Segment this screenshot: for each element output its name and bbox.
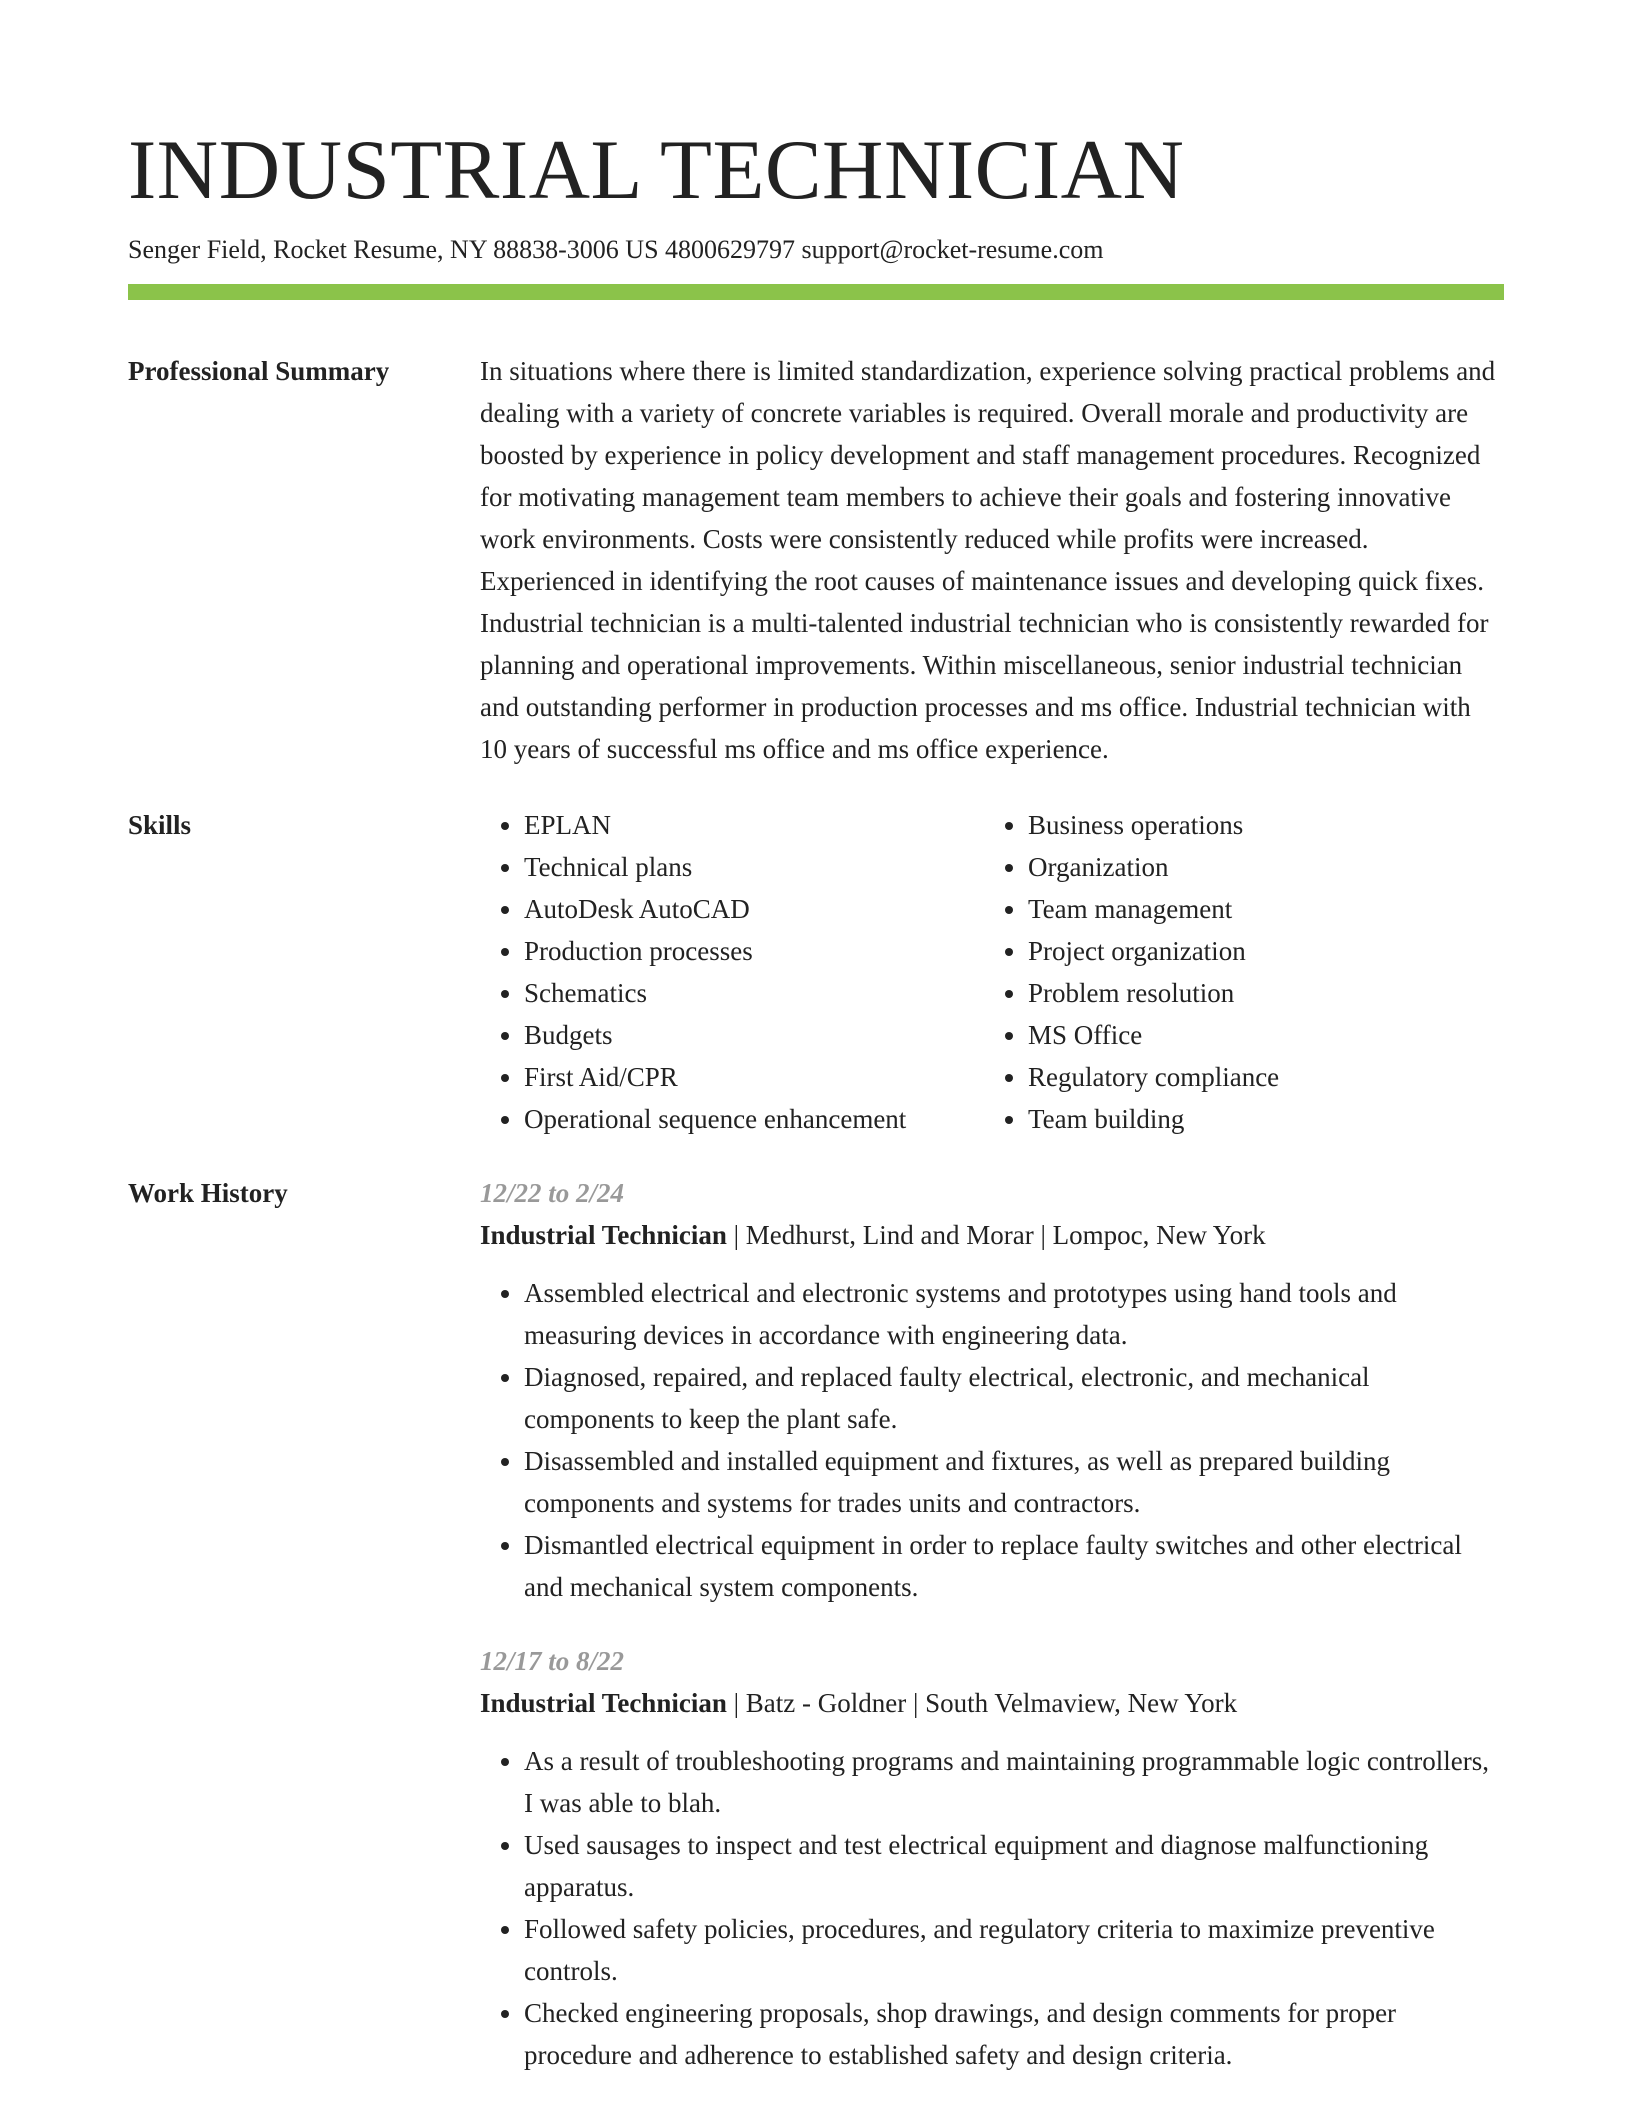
skill-item: • Technical plans [524, 846, 984, 888]
skill-item: • Regulatory compliance [1028, 1056, 1502, 1098]
resume-name: INDUSTRIAL TECHNICIAN [128, 123, 1185, 217]
job-bullet: • Disassembled and installed equipment and fixtures, as well as prepared building components and systems for trades units and contractors. [524, 1440, 1504, 1524]
job-title: Industrial Technician [480, 1688, 727, 1718]
skill-item: • MS Office [1028, 1014, 1502, 1056]
skill-item: • Organization [1028, 846, 1502, 888]
job-entry [480, 1172, 1504, 1608]
job-dates: 12/22 to 2/24 [480, 1178, 625, 1208]
job-bullets [480, 1740, 1504, 2076]
contact-address: Senger Field, Rocket Resume, NY 88838-3006 US [128, 235, 659, 264]
skill-item: • Team management [1028, 888, 1502, 930]
skills-columns [480, 804, 1504, 1140]
job-bullet: • Dismantled electrical equipment in order to replace faulty switches and other electrical and mechanical system components. [524, 1524, 1504, 1608]
job-dates: 12/17 to 8/22 [480, 1646, 625, 1676]
header-divider [128, 284, 1504, 300]
job-details: | Medhurst, Lind and Morar | Lompoc, New York [726, 1220, 1266, 1250]
skills-heading: Skills [128, 810, 192, 840]
job-bullet: • Checked engineering proposals, shop drawings, and design comments for proper procedure and adherence to established safety and design criteria. [524, 1992, 1504, 2076]
job-details: | Batz - Goldner | South Velmaview, New York [726, 1688, 1238, 1718]
work-section [128, 1172, 1504, 2076]
contact-email[interactable]: support@rocket-resume.com [801, 235, 1104, 264]
work-body [480, 1172, 1504, 2076]
skill-item: • Production processes [524, 930, 984, 972]
skill-item: • AutoDesk AutoCAD [524, 888, 984, 930]
job-bullets [480, 1272, 1504, 1608]
job-bullet: • As a result of troubleshooting programs and maintaining programmable logic controllers, I was able to blah. [524, 1740, 1504, 1824]
job-title: Industrial Technician [480, 1220, 727, 1250]
work-heading: Work History [128, 1178, 288, 1208]
summary-text: In situations where there is limited standardization, experience solving practical problems and dealing with a variety of concrete variables is required. Overall morale and productivity are boosted by experience in policy development and staff management procedures. Recognized for motivating management team members to achieve their goals and fostering innovative work environments. Costs were consistently reduced while profits were increased. Experienced in identifying the root causes of maintenance issues and developing quick fixes. Industrial technician is a multi-talented industrial technician who is consistently rewarded for planning and operational improvements. Within miscellaneous, senior industrial technician and outstanding performer in production processes and ms office. Industrial technician with 10 years of successful ms office and ms office experience. [480, 356, 1496, 764]
job-bullet: • Assembled electrical and electronic systems and prototypes using hand tools and measuring devices in accordance with engineering data. [524, 1272, 1504, 1356]
skills-list-right [984, 804, 1502, 1140]
skill-item: • Problem resolution [1028, 972, 1502, 1014]
skill-item: • Team building [1028, 1098, 1502, 1140]
contact-line [128, 232, 1504, 268]
summary-body [480, 350, 1504, 770]
job-entry [480, 1640, 1504, 2076]
skill-item: • Budgets [524, 1014, 984, 1056]
skills-list-left [480, 804, 984, 1140]
skills-body [480, 804, 1504, 1140]
skill-item: • Project organization [1028, 930, 1502, 972]
skill-item: • Business operations [1028, 804, 1502, 846]
job-header [480, 1682, 1504, 1724]
skill-item: • EPLAN [524, 804, 984, 846]
summary-heading: Professional Summary [128, 356, 390, 386]
skill-item: • First Aid/CPR [524, 1056, 984, 1098]
job-bullet: • Used sausages to inspect and test electrical equipment and diagnose malfunctioning apparatus. [524, 1824, 1504, 1908]
contact-phone: 4800629797 [665, 235, 796, 264]
skills-section [128, 804, 1504, 1140]
job-bullet: • Diagnosed, repaired, and replaced faulty electrical, electronic, and mechanical components to keep the plant safe. [524, 1356, 1504, 1440]
skill-item: • Operational sequence enhancement [524, 1098, 984, 1140]
job-header [480, 1214, 1504, 1256]
skill-item: • Schematics [524, 972, 984, 1014]
summary-section [128, 350, 1504, 770]
job-bullet: • Followed safety policies, procedures, and regulatory criteria to maximize preventive controls. [524, 1908, 1504, 1992]
